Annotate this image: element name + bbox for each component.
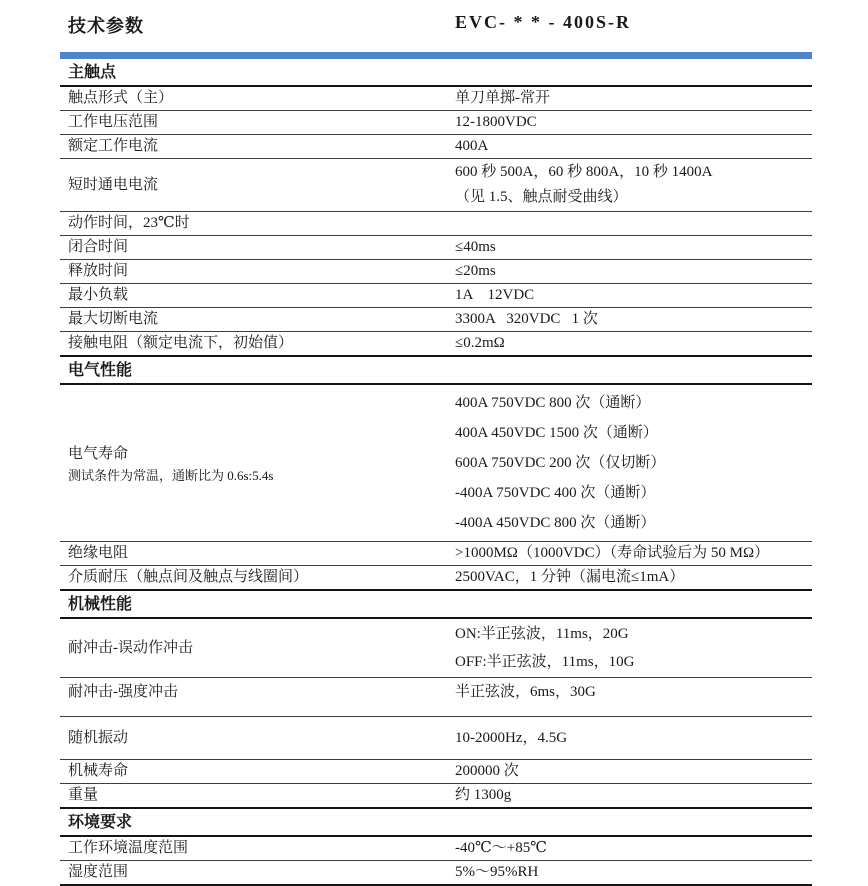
row-value-cell (455, 87, 812, 110)
section-title: 环境要求 (60, 807, 812, 837)
row-label: 接触电阻（额定电流下，初始值） (68, 335, 294, 351)
row-label: 短时通电电流 (68, 176, 159, 193)
table-row (60, 308, 812, 332)
table-row (60, 542, 812, 566)
row-value-cell (455, 284, 812, 307)
row-label-cell (60, 260, 455, 283)
row-label-cell (60, 727, 455, 750)
row-label: 触点形式（主） (68, 90, 174, 106)
row-value: 12-1800VDC (455, 114, 537, 130)
row-label-cell (60, 637, 455, 660)
row-label: 耐冲击-强度冲击 (68, 684, 178, 700)
section-title: 主触点 (60, 59, 812, 87)
row-value: 200000 次 (455, 763, 519, 779)
row-value: -40℃～+85℃ (455, 840, 548, 856)
row-value-cell (455, 387, 812, 539)
row-label: 动作时间，23℃时 (68, 215, 190, 231)
row-label: 电气寿命 (68, 445, 129, 462)
doc-header (68, 12, 812, 38)
row-value: （见 1.5、触点耐受曲线） (455, 189, 628, 205)
row-value-cell (455, 678, 812, 704)
row-value-cell (455, 111, 812, 134)
row-value-cell (455, 727, 812, 750)
row-value-cell (455, 260, 812, 283)
row-label-cell (60, 174, 455, 197)
row-label-cell (60, 111, 455, 134)
row-label: 耐冲击-误动作冲击 (68, 639, 193, 656)
row-value: 10-2000Hz，4.5G (455, 729, 568, 746)
row-label-cell (60, 678, 455, 704)
row-value: >1000MΩ（1000VDC）（寿命试验后为 50 MΩ） (455, 545, 770, 561)
table-row (60, 111, 812, 135)
row-value-cell (455, 223, 812, 225)
row-label: 闭合时间 (68, 239, 129, 255)
section-title: 电气性能 (60, 355, 812, 385)
table-row (60, 135, 812, 159)
row-label: 介质耐压（触点间及触点与线圈间） (68, 569, 309, 585)
table-row (60, 566, 812, 589)
row-label: 重量 (68, 787, 99, 803)
row-label-cell (60, 135, 455, 158)
accent-bar (60, 52, 812, 59)
row-value: 600A 750VDC 200 次（仅切断） (455, 455, 666, 471)
row-value-cell (455, 566, 812, 589)
table-row (60, 678, 812, 717)
model-number-title: EVC- * * - 400S-R (455, 12, 631, 32)
row-value: 3300A 320VDC 1 次 (455, 311, 598, 327)
row-value-cell (455, 308, 812, 331)
row-value: 400A (455, 138, 489, 154)
table-row (60, 385, 812, 542)
page-title: 技术参数 (68, 16, 144, 37)
row-label: 湿度范围 (68, 864, 129, 880)
table-row (60, 236, 812, 260)
spec-table (60, 59, 812, 886)
table-row (60, 87, 812, 111)
row-label: 释放时间 (68, 263, 129, 279)
row-label: 机械寿命 (68, 763, 129, 779)
table-row (60, 717, 812, 760)
row-label: 工作环境温度范围 (68, 840, 189, 856)
row-value: OFF:半正弦波，11ms，10G (455, 654, 635, 670)
row-label: 最小负载 (68, 287, 129, 303)
row-value: 2500VAC，1 分钟（漏电流≤1mA） (455, 569, 685, 585)
row-value: ON:半正弦波，11ms，20G (455, 626, 629, 642)
row-label: 工作电压范围 (68, 114, 159, 130)
table-row (60, 260, 812, 284)
row-label-cell (60, 837, 455, 860)
table-row (60, 619, 812, 678)
table-row (60, 837, 812, 861)
row-sublabel: 测试条件为常温，通断比为 0.6s:5.4s (68, 467, 274, 483)
table-row (60, 159, 812, 212)
row-value: 600 秒 500A，60 秒 800A，10 秒 1400A (455, 164, 713, 180)
row-label-cell (60, 784, 455, 807)
row-label-cell (60, 332, 455, 355)
row-value: ≤0.2mΩ (455, 335, 505, 351)
row-value: 半正弦波，6ms，30G (455, 684, 596, 700)
row-value-cell (455, 135, 812, 158)
row-value: 约 1300g (455, 787, 512, 803)
row-value: ≤40ms (455, 239, 496, 255)
row-value: 400A 750VDC 800 次（通断） (455, 395, 651, 411)
row-label: 额定工作电流 (68, 138, 159, 154)
row-value-cell (455, 542, 812, 565)
row-value-cell (455, 760, 812, 783)
row-value: -400A 750VDC 400 次（通断） (455, 485, 656, 501)
table-row (60, 784, 812, 807)
row-label-cell (60, 87, 455, 110)
row-label-cell (60, 861, 455, 884)
section-title: 机械性能 (60, 589, 812, 619)
row-value: 400A 450VDC 1500 次（通断） (455, 425, 658, 441)
table-row (60, 760, 812, 784)
row-label-cell (60, 236, 455, 259)
row-label: 最大切断电流 (68, 311, 159, 327)
row-label-cell (60, 212, 455, 235)
table-row (60, 332, 812, 355)
row-value: ≤20ms (455, 263, 496, 279)
row-value-cell (455, 159, 812, 211)
row-value: 5%～95%RH (455, 864, 539, 880)
row-value-cell (455, 619, 812, 677)
row-value-cell (455, 837, 812, 860)
row-label-cell (60, 284, 455, 307)
row-label: 随机振动 (68, 729, 129, 746)
row-value-cell (455, 332, 812, 355)
row-label-cell (60, 566, 455, 589)
row-label-cell (60, 542, 455, 565)
row-value-cell (455, 236, 812, 259)
row-value: 单刀单掷-常开 (455, 90, 550, 106)
row-value-cell (455, 784, 812, 807)
table-row (60, 212, 812, 236)
row-value: -400A 450VDC 800 次（通断） (455, 515, 656, 531)
row-value: 1A 12VDC (455, 287, 535, 303)
row-label-cell (60, 308, 455, 331)
row-value-cell (455, 861, 812, 884)
table-row (60, 861, 812, 884)
row-label-cell (60, 441, 455, 486)
row-label-cell (60, 760, 455, 783)
table-row (60, 284, 812, 308)
row-label: 绝缘电阻 (68, 545, 129, 561)
